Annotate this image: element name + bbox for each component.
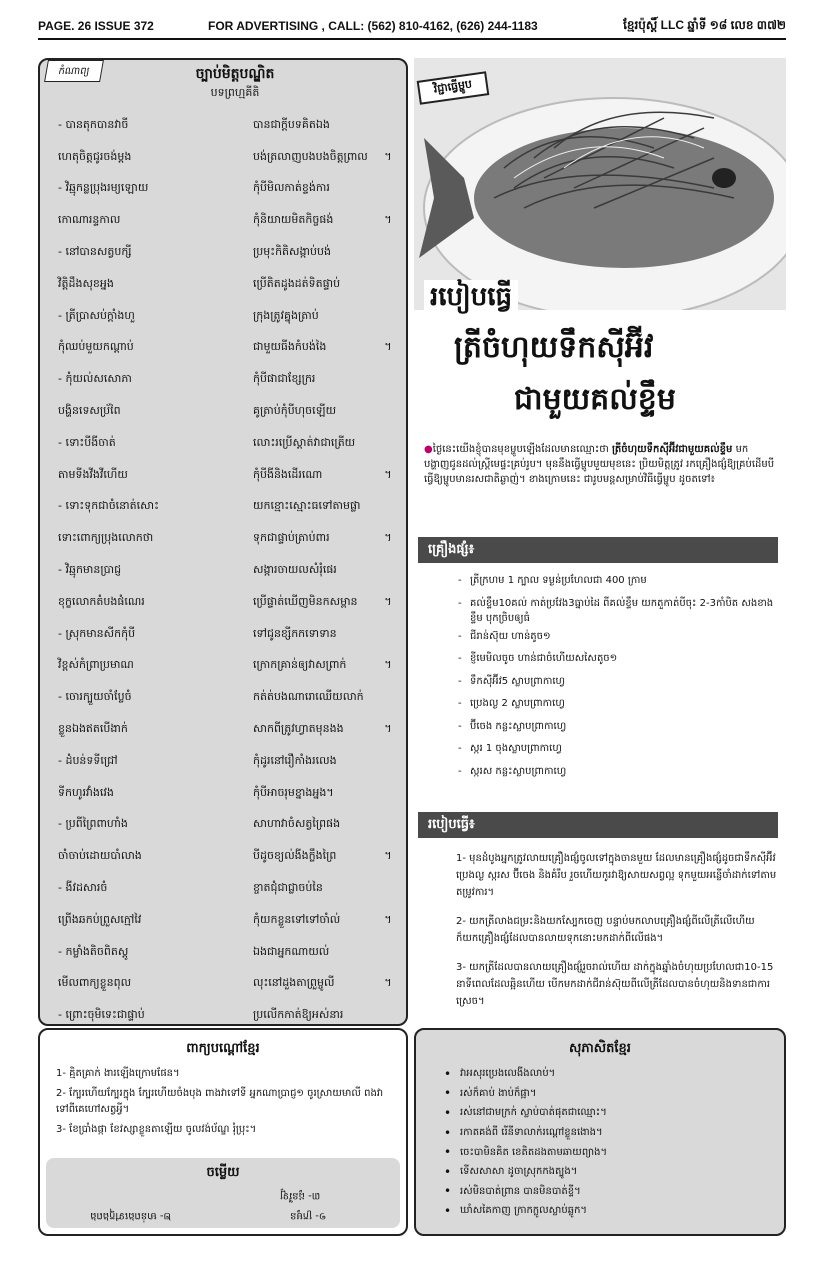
poem-line-c2: កុំបីមិលកាត់ខ្ទង់ការ	[253, 181, 330, 195]
intro-lead: ថ្ងៃនេះយើងខ្ញុំបានមុខម្ហូបឡើងដែលមានឈ្មោះថា	[432, 444, 609, 455]
saying-item	[444, 1142, 774, 1162]
method-step: 1- មុនដំបូងអ្នកត្រូវលាយគ្រឿងផ្សំចូលទៅក្នុងចានមួយ ដែលមានគ្រឿងផ្សំដូចជាទឹកស៊ីអ៊ីវ ប្រេងល្ង ស្ករស ប៊ីចេង និងគំរឹប រួចហើយកូរវាឱ្យសាយសព្វល្អ ទុកមួយអន្លើចាំដាក់ទៅតាមតម្រូវការ។	[456, 853, 777, 898]
poem-line-c1: - វិឆ្មុកន្លប្រុងរម្យឡោយ	[58, 181, 149, 195]
poem-row	[58, 460, 398, 492]
poem-row	[58, 555, 398, 587]
recipe-title-block	[414, 280, 786, 430]
ingredient-item	[458, 693, 780, 716]
poem-line-c2: បានជាក្ដីបទគិតឯង	[253, 117, 330, 131]
method-steps	[456, 850, 780, 1022]
poem-line-c1: - ទោះបីងីចាត់	[58, 435, 116, 449]
saying-text: • ឃាំសគៃកាញ ក្រាកក្លូលស្លាប់ឆ្លូក។	[460, 1205, 588, 1217]
answer-3: ៣- ដូនវីឡូ	[280, 1190, 321, 1201]
proverb-list	[56, 1066, 401, 1142]
poem-line-c1: កុំឈប់មួយកណ្ដាប់	[58, 340, 134, 354]
poem-line-c1: - ចោរក្បួយចាំប្លែចំ	[58, 690, 132, 704]
poem-line-c2: ប្រលើកកាត់ឱ្យអស់នារ	[253, 1008, 344, 1022]
poem-line-c1: ខ្លួនឯងឥតបើងាក់	[58, 722, 128, 736]
ingredient-item	[458, 671, 780, 694]
poem-line-c2: ប្រើតិតដូងដត់ទិតផ្ទាប់	[253, 276, 341, 290]
poem-line-c2: កុំបីផាជាខ្សែក្ររ	[253, 372, 316, 386]
poem-subtitle: បទព្រហ្មគីតិ	[210, 86, 260, 99]
poem-line-c2: គូត្រាប់កុំបីហុចឡើយ	[253, 404, 337, 418]
poem-line-c1: - ងីវដសារចំ	[58, 881, 108, 895]
poem-line-c1: - ត្រីប្រាសប់ក្ដាំងហួ	[58, 308, 135, 322]
poem-line-c2: កុំយកខ្លួនទៅទៅចាំល់	[253, 912, 341, 926]
ingredient-text: - ទឹកស៊ីអ៊ីវ5 ស្លាបព្រាកាហ្វេ	[470, 675, 566, 687]
ingredient-text: - គល់ខ្ទឹម10គល់ កាត់ប្រវែង3ធ្នាប់ដៃ ពីគល់ខ្ទឹម យកតួកាត់បីចុះ 2-3កាំបិត សងខាងខ្ទឹម បុកច្រិបឲ្យធំ	[470, 597, 774, 624]
poem-line-c2: កុំបីអាចរុមខ្នាងអ្នង។	[253, 785, 334, 799]
ingredient-item	[458, 593, 780, 626]
method-step: 2- យកត្រីលាងជម្រះនិងយកស្បែកចេញ បន្ទាប់មកលាបគ្រឿងផ្សំពីលើត្រីលើហើយ ក៏យកគ្រឿងផ្សំដែលបានលាយទុកនោះមកដាក់ពីលើផង។	[456, 916, 755, 944]
poem-row	[58, 523, 398, 555]
cooking-section-tag: វិជ្ជាធ្វើម្ហូប	[417, 71, 490, 105]
proverb-item: 2- ក្បែរហើយក្បែរក្នុង ក្បែរហើយចំងបុង ពាងវាទៅទី អ្នកណាប្រាជ្ញ១ ចូរស្រាយមាលី ពងវាទៅពីគេហៅសត្វអ្វី។	[56, 1088, 384, 1115]
poem-row	[58, 301, 398, 333]
poem-line-c3: ។	[384, 531, 392, 545]
poem-row	[58, 810, 398, 842]
poem-line-c2: បីដូចខ្យល់ងីងក្លឹងព្រៃ	[253, 849, 337, 863]
poem-line-c2: ខ្ចាតជុំជាជ្លាចប់នៃ	[253, 881, 323, 895]
saying-text: • រស់មិនបាត់ព្រាន បានមិនបាត់ខ្ទី។	[460, 1185, 581, 1197]
poem-line-c3: ។	[384, 658, 392, 672]
poem-line-c3: ។	[384, 340, 392, 354]
poem-line-c3: ។	[384, 149, 392, 163]
saying-item	[444, 1201, 774, 1221]
poem-line-c1: - បានតុកបានវាចី	[58, 117, 129, 131]
poem-section-tag: កំណាព្យ	[44, 60, 104, 82]
ingredient-text: - ប្រេងល្ង 2 ស្លាបព្រាកាហ្វេ	[470, 698, 565, 709]
poem-row	[58, 778, 398, 810]
poem-line-c3: ។	[384, 976, 392, 990]
poem-line-c2: ទុកជាផ្ទាប់ត្រាប់ពារ	[253, 531, 330, 545]
poem-row	[58, 969, 398, 1001]
poem-line-c2: ក្រុងត្រូវគ្នុងត្រាប់	[253, 308, 319, 322]
poem-line-c2: ឯងជាអ្នកណាយល់	[253, 944, 330, 958]
poem-line-c3: ។	[384, 213, 392, 227]
recipe-title-line2: ត្រីចំហុយទឹកស៊ីអ៊ីវ	[454, 330, 654, 365]
poem-row	[58, 364, 398, 396]
ingredients-header: គ្រឿងផ្សំ៖	[418, 537, 778, 563]
poem-line-c2: ជាមួយធីងកំបង់ងៃ	[253, 340, 327, 354]
poem-line-c2: ទៅជូនខ្សីកកទោទាន	[253, 626, 337, 640]
ingredient-text: - ជីរាន់ស៊ុយ ហាន់តូច១	[470, 630, 551, 642]
poem-line-c2: យកខ្មោះស្មោះធទៅតាមផ្លា	[253, 499, 361, 513]
poem-line-c2: កុំបីងីនិងដើរណេា	[253, 467, 323, 481]
poem-line-c1: - ទោះទុកជាចំនោត់សោះ	[58, 499, 159, 513]
poem-line-c1: កោណារន្ទកាល	[58, 213, 121, 227]
proverb-item: 1- គ្មិតគ្រាក់ ងារឡើងក្រោមផែន។	[56, 1068, 180, 1079]
answer-2: ២- មាន់ពងទៅក្នុងពង	[90, 1210, 172, 1221]
poem-line-c3: ។	[384, 722, 392, 736]
poem-row	[58, 905, 398, 937]
poem-line-c2: បង់ត្រលាញបងបងចិត្តព្រាល	[253, 149, 368, 163]
answer-title: ចម្លើយ	[206, 1165, 240, 1180]
saying-text: • ទើសសាសា ដូចាស្រុកកងត្បូង។	[460, 1166, 578, 1178]
poem-row	[58, 396, 398, 428]
poem-row	[58, 651, 398, 683]
intro-dish-name: ត្រីចំហុយទឹកស៊ីអ៊ីវជាមួយគល់ខ្ទឹម	[611, 444, 733, 455]
poem-line-c1: វិខ្ពស់កំព្រាប្រមាណ	[58, 658, 134, 672]
poem-row	[58, 142, 398, 174]
ingredient-item	[458, 570, 780, 593]
poem-line-c1: បង្ហិនទេសប្រ័ពៃ	[58, 404, 121, 418]
poem-row	[58, 619, 398, 651]
poem-line-c1: ទោះពោក្យប្រុងលោកថា	[58, 531, 154, 545]
poem-line-c3: ។	[384, 594, 392, 608]
poem-line-c3: ។	[384, 849, 392, 863]
ingredient-item	[458, 716, 780, 739]
poem-row	[58, 841, 398, 873]
poem-line-c1: ទីកហូរវាំងវេង	[58, 785, 114, 799]
ingredient-item	[458, 648, 780, 671]
intro-rest: មកបង្ហាញជូនដល់ស្ត្រីមេផ្ទះគ្រប់រូប។ មុននឹងធ្វើម្ហូបមួយមុខនេះ ប្រិយមិត្តត្រូវ រកគ្រឿងផ្សំឱ្យគ្រប់ដើមបីធ្វើឱ្យម្ហូបមានរសជាតិឆ្ងាញ់។ ខាងក្រោមនេះ ជារូបមន្តសម្រាប់វិធីធ្វើម្ហូប ដូចតទៅ៖	[424, 444, 775, 485]
sayings-title: សុភាសិតខ្មែរ	[569, 1041, 631, 1056]
poem-line-c1: វិត្តិដឹងសុខអ្នង	[58, 276, 114, 290]
advertising-contact: FOR ADVERTISING , CALL: (562) 810-4162, (626) 244-1183	[208, 19, 538, 33]
saying-text: • រស់នៅជាមក្រក់ ស្លាប់បាត់ផុតជាឈ្មោះ។	[460, 1107, 607, 1119]
poem-line-c2: សាហាវាចំសត្វព្រៃផង	[253, 817, 341, 831]
poem-row	[58, 269, 398, 301]
bullet-dot-icon: ●	[424, 444, 433, 455]
poem-row	[58, 873, 398, 905]
poem-row	[58, 110, 398, 142]
poem-line-c1: ចាំចាប់ដោយបាំលាង	[58, 849, 142, 863]
sayings-list	[444, 1064, 774, 1221]
poem-line-c2: ប្រើផ្ទាត់ឃើញមិនកសម្ពាន	[253, 594, 358, 608]
saying-item	[444, 1162, 774, 1182]
poem-line-c2: សាកពីត្រូវហ្វាតមុនងង	[253, 722, 344, 736]
poem-line-c2: កត់ត់បងណារោឈើយលាក់	[253, 690, 364, 704]
poem-row	[58, 714, 398, 746]
saying-item	[444, 1123, 774, 1143]
poem-row	[58, 174, 398, 206]
poem-line-c1: - ដំបន់ទទីជ្រៅ	[58, 753, 118, 767]
poem-line-c2: ក្រោកគ្រាន់ឲ្យវាសព្រាក់	[253, 658, 347, 672]
saying-item	[444, 1084, 774, 1104]
method-header: របៀបធ្វើ៖	[418, 812, 778, 838]
recipe-intro	[424, 442, 779, 487]
recipe-title-line3: ជាមួយគល់ខ្ទឹម	[514, 382, 676, 417]
poem-line-c1: ហេតុចិត្តជូរចង់ម្ដង	[58, 149, 132, 163]
saying-text: • វាអសុរប្រេងលេងីងលាប់។	[460, 1068, 556, 1080]
ingredient-text: - ប៊ីចេង កន្លះស្លាបព្រាកាហ្វេ	[470, 720, 567, 732]
poem-row	[58, 937, 398, 969]
recipe-title-line1: របៀបធ្វើ	[424, 280, 518, 318]
poem-row	[58, 746, 398, 778]
poem-lines	[58, 110, 398, 1064]
ingredient-text: - ខ្ញីមេមិលចូច ហាន់ជាចំហើយសសៃតូច១	[470, 653, 618, 664]
page-issue-label: PAGE. 26 ISSUE 372	[38, 19, 154, 33]
ingredient-text: - ស្ករ 1 ចុងស្លាបព្រាកាហ្វេ	[470, 743, 562, 754]
poem-line-c1: - ស្រុកមានសីកកុំបី	[58, 626, 136, 640]
saying-text: • រស់ក៏គាប់ ងាប់ក៏ផ្អា។	[460, 1087, 537, 1099]
poem-line-c1: - ប្រពីព្រៃពាហាំង	[58, 817, 128, 831]
ingredient-item	[458, 761, 780, 784]
poem-line-c1: មើលពាក្យខ្លួនពុល	[58, 976, 132, 990]
poem-line-c1: ព្រើងឆកប់ព្រួសក្មៅវៃ	[58, 912, 142, 926]
saying-item	[444, 1103, 774, 1123]
poem-row	[58, 428, 398, 460]
poem-line-c1: - វិឆ្មុកមានប្រាជ្ញ	[58, 563, 122, 577]
poem-row	[58, 237, 398, 269]
poem-row	[58, 682, 398, 714]
ingredient-text: - ត្រីក្រហម 1 ក្បាល ទម្ងន់ប្រហែលជា 400 ក្រាម	[470, 575, 647, 586]
ingredients-list	[458, 570, 780, 783]
poem-line-c2: លោះរប្រើស្ដាត់វាជាត្រើយ	[253, 435, 356, 449]
method-step: 3- យកត្រីដែលបានលាយគ្រឿងផ្សំរួចរាល់ហើយ ដាក់ក្នុងឆ្នាំងចំហុយប្រហែលជា10-15 នាទីពេលដែលឆ្អិនហើយ បើកមកដាក់ជីរាន់ស៊ុយពីលើត្រីដែលបានចំហុយនិងទានជាការស្រេច។	[456, 962, 774, 1007]
page-header	[38, 14, 786, 40]
poem-line-c2: កុំនិយាយមិតកិច្ចផង់	[253, 213, 334, 227]
ingredient-item	[458, 738, 780, 761]
poem-row	[58, 492, 398, 524]
poem-line-c2: លុះនៅដួងតាព្រួម្ចូលី	[253, 976, 335, 990]
ingredient-item	[458, 626, 780, 649]
saying-text: • ចេះបាមិនគិត ខេតិតដងតាមឆាយព្យាង។	[460, 1146, 608, 1158]
poem-line-c1: - កុំយល់សសោភា	[58, 372, 132, 386]
poem-line-c1: តាមទីងវីងវីហើយ	[58, 467, 128, 481]
proverb-item: 3- ខែប្រាំងផ្កា ខែវស្សាខ្លួនតាឡើយ ចូលវង់ប័ណ្ឌ រុំប្រុះ។	[56, 1124, 257, 1135]
saying-item	[444, 1064, 774, 1084]
answer-1: ១- ក្រមូន	[290, 1210, 327, 1221]
poem-line-c1: - កម្លាំងតិចពិតស្ដូ	[58, 944, 129, 958]
masthead-label: ខ្មែរប៉ុស្តិ៍ LLC ឆ្នាំទី ១៨ លេខ ៣៧២	[623, 18, 786, 32]
poem-line-c1: - ព្រោះចុមិទេះជាផ្ទាប់	[58, 1008, 145, 1022]
poem-title: ច្បាប់មិត្តបណ្ឌិត	[195, 66, 275, 82]
poem-row	[58, 333, 398, 365]
saying-item	[444, 1182, 774, 1202]
poem-line-c2: ប្រមុះកិតិសង្កាប់បង់	[253, 245, 331, 259]
ingredient-text: - ស្ករស កន្លះស្លាបព្រាកាហ្វេ	[470, 765, 567, 777]
poem-line-c3: ។	[384, 912, 392, 926]
poem-line-c2: កុំដូរនៅរឿកាំងរលេង	[253, 753, 337, 767]
poem-row	[58, 205, 398, 237]
poem-row	[58, 587, 398, 619]
poem-line-c1: - នៅបានសត្វបក្សី	[58, 245, 132, 259]
saying-text: • រកាតគង់ពី រើនីទាលាក់រណ្ដៅខ្លួនងោង។	[460, 1127, 603, 1139]
poem-line-c2: សង្ការចាយលសំរុំផេរ	[253, 563, 337, 577]
poem-line-c3: ។	[384, 467, 392, 481]
proverb-title: ពាក្យបណ្ដៅខ្មែរ	[186, 1041, 260, 1056]
poem-line-c1: ខុក្ខលោកតំបងផំណេរ	[58, 594, 145, 608]
